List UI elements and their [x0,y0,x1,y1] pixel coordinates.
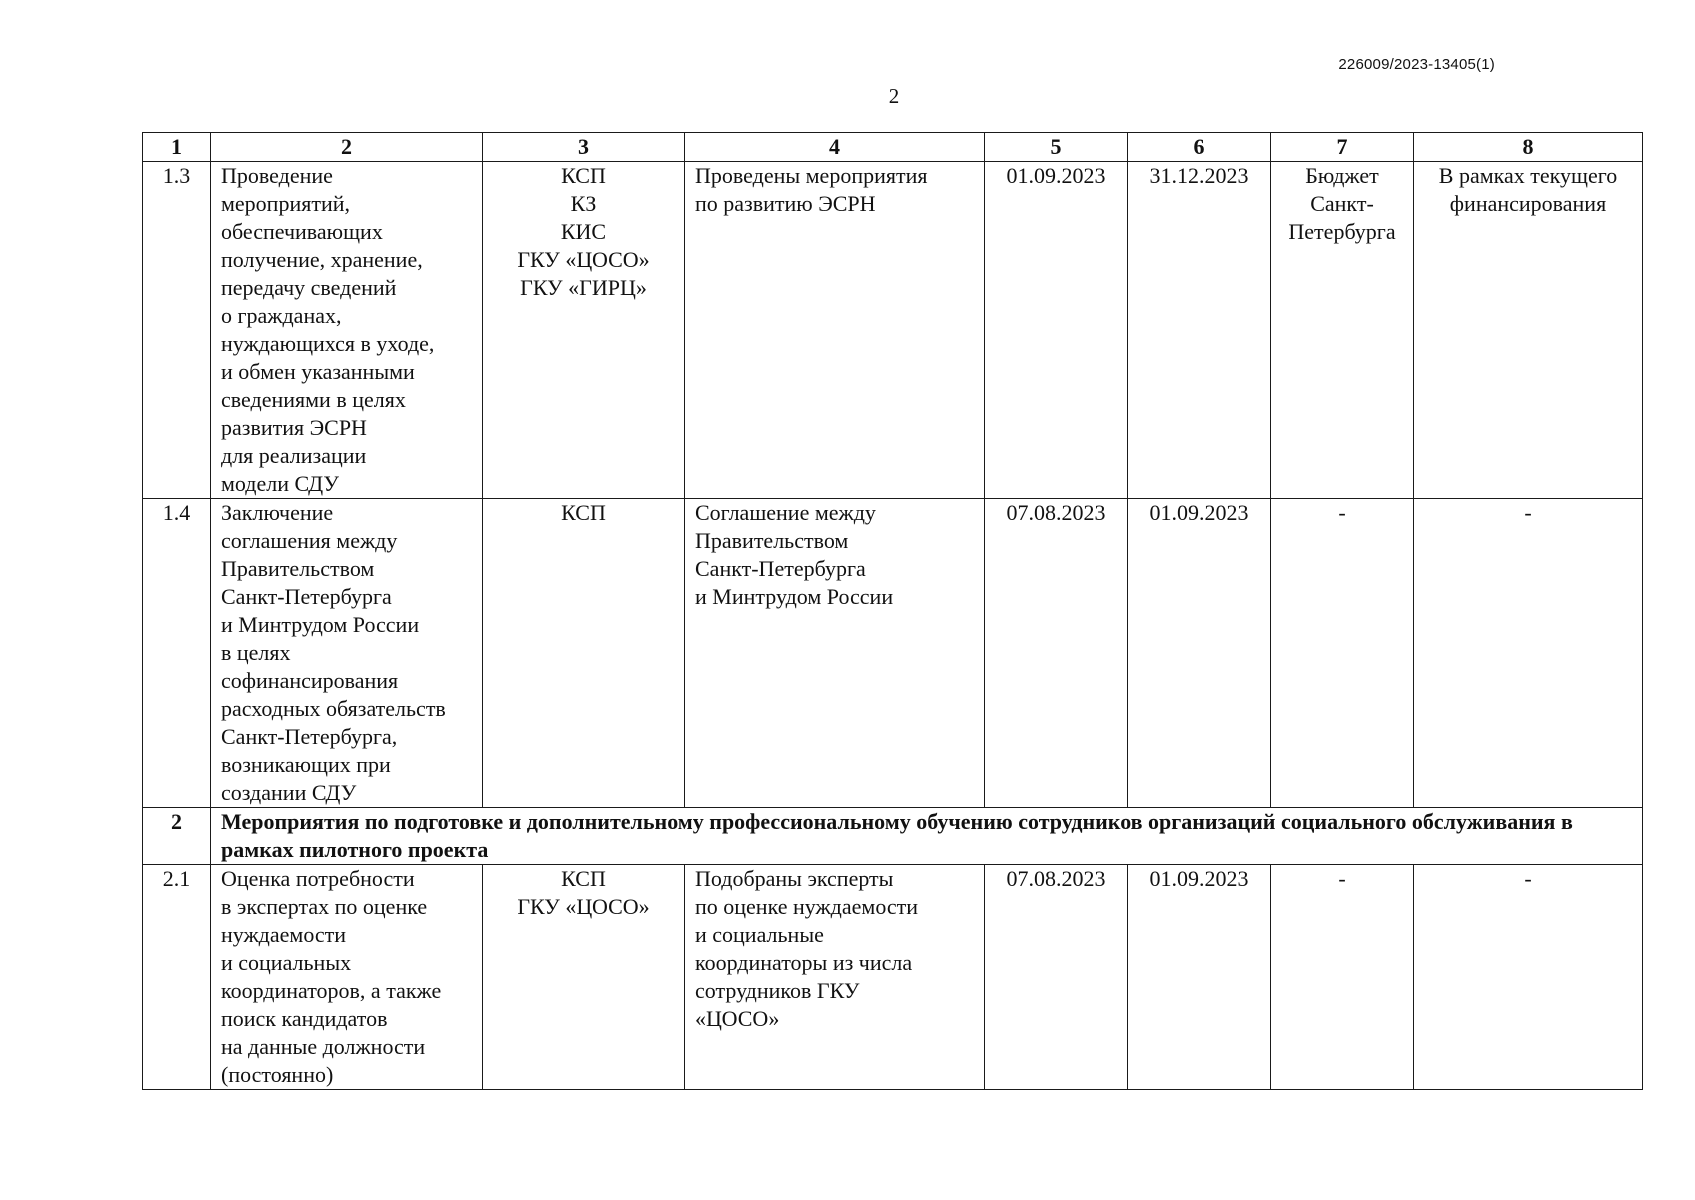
end-date: 31.12.2023 [1128,162,1271,499]
column-header-4: 4 [685,133,985,162]
row-number: 2.1 [143,865,211,1090]
column-number-header-row [143,133,1643,162]
funding-volume: В рамках текущего финансирования [1414,162,1643,499]
expected-result: Подобраны эксперты по оценке нуждаемости и социальные координаторы из числа сотрудников ГКУ «ЦОСО» [685,865,985,1090]
page-number: 2 [888,84,900,108]
column-header-2: 2 [211,133,483,162]
column-header-6: 6 [1128,133,1271,162]
end-date: 01.09.2023 [1128,865,1271,1090]
executors: КСП КЗ КИС ГКУ «ЦОСО» ГКУ «ГИРЦ» [483,162,685,499]
executors: КСП ГКУ «ЦОСО» [483,865,685,1090]
funding-volume: - [1414,865,1643,1090]
column-header-8: 8 [1414,133,1643,162]
column-header-3: 3 [483,133,685,162]
activity-name: Проведение мероприятий, обеспечивающих получение, хранение, передачу сведений о гражданах, нуждающихся в уходе, и обмен указанными сведениями в целях развития ЭСРН для реализации модели СДУ [211,162,483,499]
column-header-1: 1 [143,133,211,162]
funding-source: Бюджет Санкт- Петербурга [1271,162,1414,499]
start-date: 07.08.2023 [985,499,1128,808]
activity-name: Заключение соглашения между Правительством Санкт-Петербурга и Минтрудом России в целях софинансирования расходных обязательств Санкт-Петербурга, возникающих при создании СДУ [211,499,483,808]
plan-table [142,132,1643,1090]
document-registration-number: 226009/2023-13405(1) [1338,56,1495,73]
table-row [143,162,1643,499]
column-header-7: 7 [1271,133,1414,162]
funding-source: - [1271,499,1414,808]
end-date: 01.09.2023 [1128,499,1271,808]
section-number: 2 [143,808,211,865]
expected-result: Проведены мероприятия по развитию ЭСРН [685,162,985,499]
section-row [143,808,1643,865]
table-row [143,865,1643,1090]
column-header-5: 5 [985,133,1128,162]
expected-result: Соглашение между Правительством Санкт-Петербурга и Минтрудом России [685,499,985,808]
section-title: Мероприятия по подготовке и дополнительному профессиональному обучению сотрудников организаций социального обслуживания в рамках пилотного проекта [211,808,1643,865]
funding-volume: - [1414,499,1643,808]
start-date: 01.09.2023 [985,162,1128,499]
row-number: 1.4 [143,499,211,808]
executors: КСП [483,499,685,808]
start-date: 07.08.2023 [985,865,1128,1090]
activity-name: Оценка потребности в экспертах по оценке нуждаемости и социальных координаторов, а также поиск кандидатов на данные должности (постоянно) [211,865,483,1090]
funding-source: - [1271,865,1414,1090]
row-number: 1.3 [143,162,211,499]
table-row [143,499,1643,808]
